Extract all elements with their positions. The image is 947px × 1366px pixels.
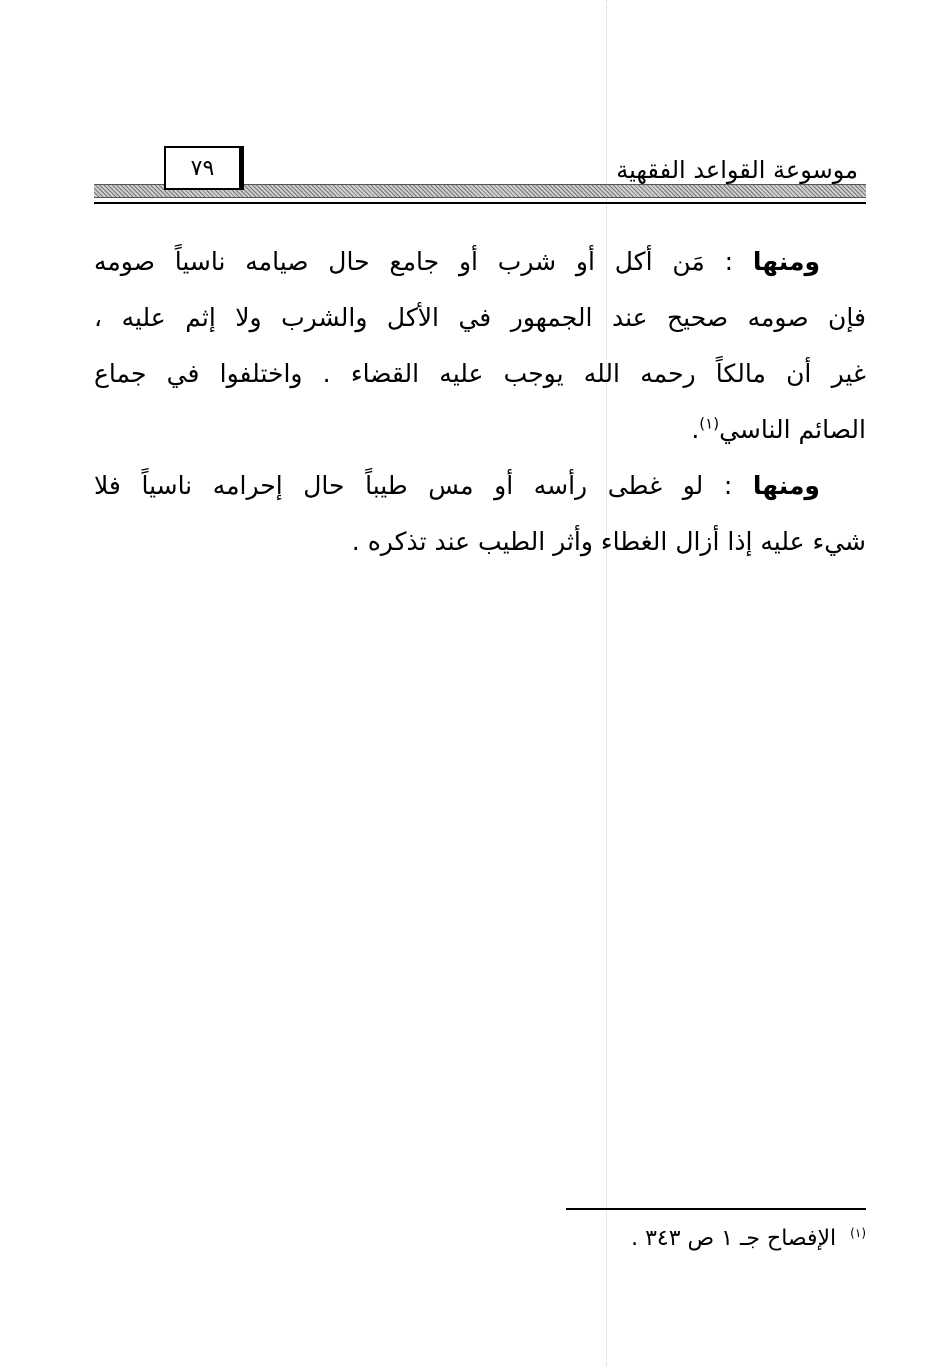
footnote-rule xyxy=(566,1208,866,1210)
page-number: ٧٩ xyxy=(190,155,215,181)
page-number-box xyxy=(164,146,244,190)
text-line-2: فإن صومه صحيح عند الجمهور في الأكل والشرب ولا إثم عليه ، xyxy=(94,303,866,332)
footnote xyxy=(631,1226,866,1251)
text-line-6: شيء عليه إذا أزال الغطاء وأثر الطيب عند تذكره . xyxy=(351,527,866,556)
footnote-marker: (١) xyxy=(850,1226,866,1240)
book-title: موسوعة القواعد الفقهية xyxy=(616,156,858,184)
lead-word: ومنها xyxy=(752,247,821,276)
footnote-text: الإفصاح جـ ١ ص ٣٤٣ . xyxy=(631,1226,837,1251)
page-header xyxy=(94,146,866,210)
lead-word: ومنها xyxy=(752,471,820,500)
text-line-4: الصائم الناسي$^{(١)}$. xyxy=(691,414,866,444)
text-line-5: ومنها : لو غطى رأسه أو مس طيباً حال إحرامه ناسياً فلا xyxy=(94,471,820,500)
header-thin-rule xyxy=(94,202,866,204)
text-line-3: غير أن مالكاً رحمه الله يوجب عليه القضاء . واختلفوا في جماع xyxy=(94,359,866,388)
text-line-1: ومنها : مَن أكل أو شرب أو جامع حال صيامه ناسياً صومه xyxy=(94,247,821,276)
footnote-reference: (١) xyxy=(699,414,720,433)
main-text xyxy=(94,234,866,570)
